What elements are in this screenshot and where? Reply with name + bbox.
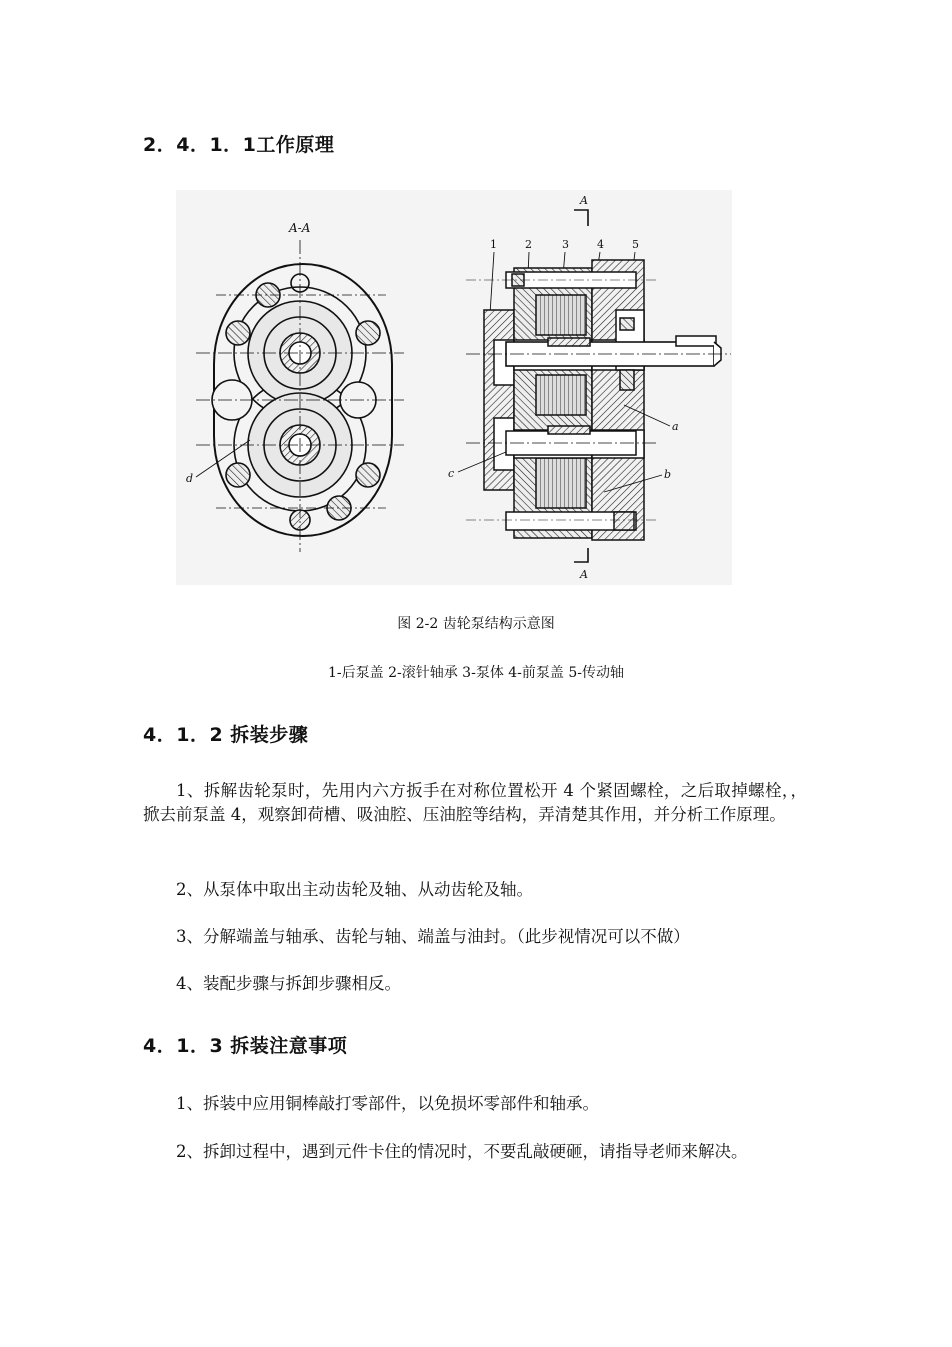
label-1: 1: [490, 238, 497, 251]
section-heading-disassembly-steps: 4．1．2 拆装步骤: [143, 724, 309, 746]
figure-legend: 1-后泵盖 2-滚针轴承 3-泵体 4-前泵盖 5-传动轴: [328, 665, 624, 681]
step-paragraph: 4、装配步骤与拆卸步骤相反。: [176, 974, 401, 993]
note-paragraph: 1、拆装中应用铜棒敲打零部件，以免损坏零部件和轴承。: [176, 1094, 599, 1113]
label-b: b: [664, 468, 672, 481]
label-c: c: [448, 467, 455, 480]
note-paragraph: 2、拆卸过程中，遇到元件卡住的情况时，不要乱敲硬砸，请指导老师来解决。: [176, 1142, 748, 1161]
step-paragraph: 3、分解端盖与轴承、齿轮与轴、端盖与油封。（此步视情况可以不做）: [176, 927, 690, 946]
section-heading-working-principle: 2．4．1．1工作原理: [143, 134, 335, 156]
label-a: a: [672, 420, 679, 433]
figure-caption: 图 2-2 齿轮泵结构示意图: [397, 616, 555, 632]
label-d: d: [186, 472, 194, 485]
label-section-aa: A-A: [289, 221, 311, 235]
section-heading-precautions: 4．1．3 拆装注意事项: [143, 1035, 348, 1057]
label-3: 3: [562, 238, 569, 251]
step-paragraph: 2、从泵体中取出主动齿轮及轴、从动齿轮及轴。: [176, 880, 533, 899]
label-4: 4: [597, 238, 604, 251]
label-2: 2: [525, 238, 532, 251]
label-a-bottom: A: [580, 568, 588, 581]
label-a-top: A: [580, 194, 588, 207]
step-paragraph: 1、拆解齿轮泵时，先用内六方扳手在对称位置松开 4 个紧固螺栓，之后取掉螺栓，，掀去前泵盖 4，观察卸荷槽、吸油腔、压油腔等结构，弄清楚其作用，并分析工作原理。: [143, 781, 807, 824]
gear-pump-diagram: [176, 190, 732, 585]
label-5: 5: [632, 238, 639, 251]
